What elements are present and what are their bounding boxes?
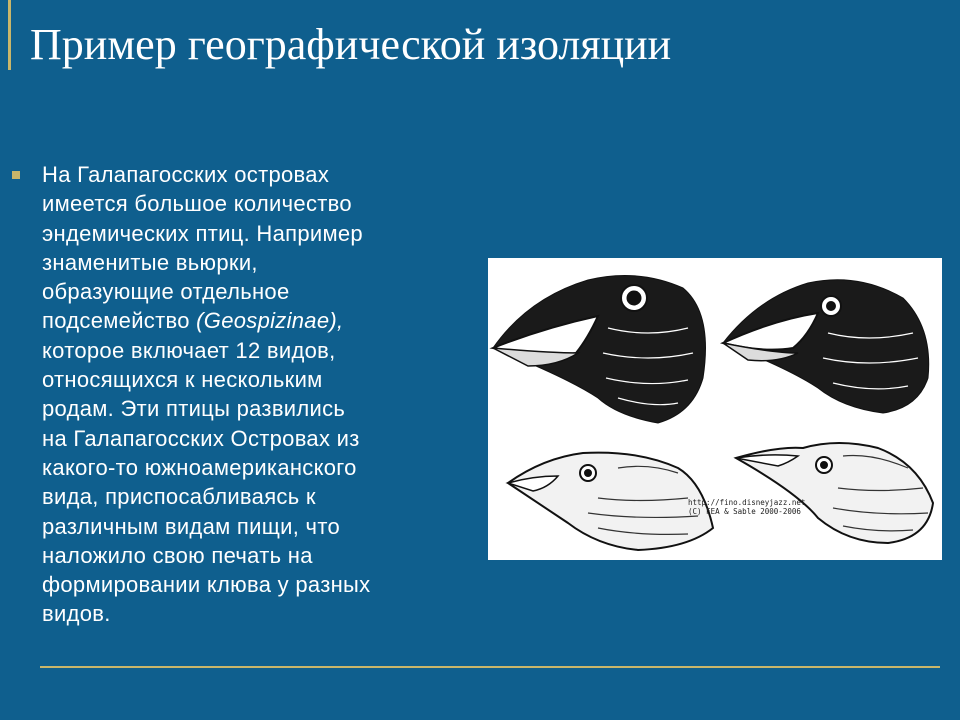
body-line: которое включает 12 видов, — [42, 337, 336, 363]
body-line: родам. Эти птицы развились — [42, 396, 346, 422]
finch-beaks-illustration — [488, 258, 942, 560]
body-line: имеется большое количество — [42, 191, 352, 217]
bullet-item — [12, 160, 462, 629]
body-line: различным видам пищи, что — [42, 513, 340, 539]
body-line: эндемических птиц. Например — [42, 220, 363, 246]
body-line: подсемейство — [42, 308, 197, 334]
finch-head-small-beak — [508, 453, 713, 550]
body-line: относящихся к нескольким — [42, 367, 323, 393]
finch-head-slender-beak — [736, 443, 933, 543]
image-credit — [688, 498, 805, 516]
body-line: видов. — [42, 601, 111, 627]
body-line: на Галапагосских Островах из — [42, 425, 360, 451]
body-line: какого-то южноамериканского — [42, 454, 357, 480]
body-line: вида, приспосабливаясь к — [42, 484, 316, 510]
body-line-with-term — [42, 306, 462, 335]
body-line: формировании клюва у разных — [42, 572, 371, 598]
finch-head-medium-beak — [723, 280, 929, 413]
body-line: На Галапагосских островах — [42, 162, 330, 187]
latin-term: (Geospizinae), — [196, 308, 344, 334]
bullet-text — [42, 160, 462, 629]
slide-title: Пример географической изоляции — [30, 20, 672, 69]
finch-head-large-beak — [493, 276, 706, 424]
credit-url: http://fino.disneyjazz.net — [688, 498, 806, 507]
body-line: знаменитые вьюрки, — [42, 249, 258, 275]
accent-vertical-line — [8, 0, 11, 70]
body-line: наложило свою печать на — [42, 542, 313, 568]
bullet-square-icon — [12, 171, 20, 179]
accent-horizontal-line — [40, 666, 940, 668]
body-line: образующие отдельное — [42, 279, 290, 305]
credit-copyright: (C) FEA & Sable 2000-2006 — [688, 507, 801, 516]
